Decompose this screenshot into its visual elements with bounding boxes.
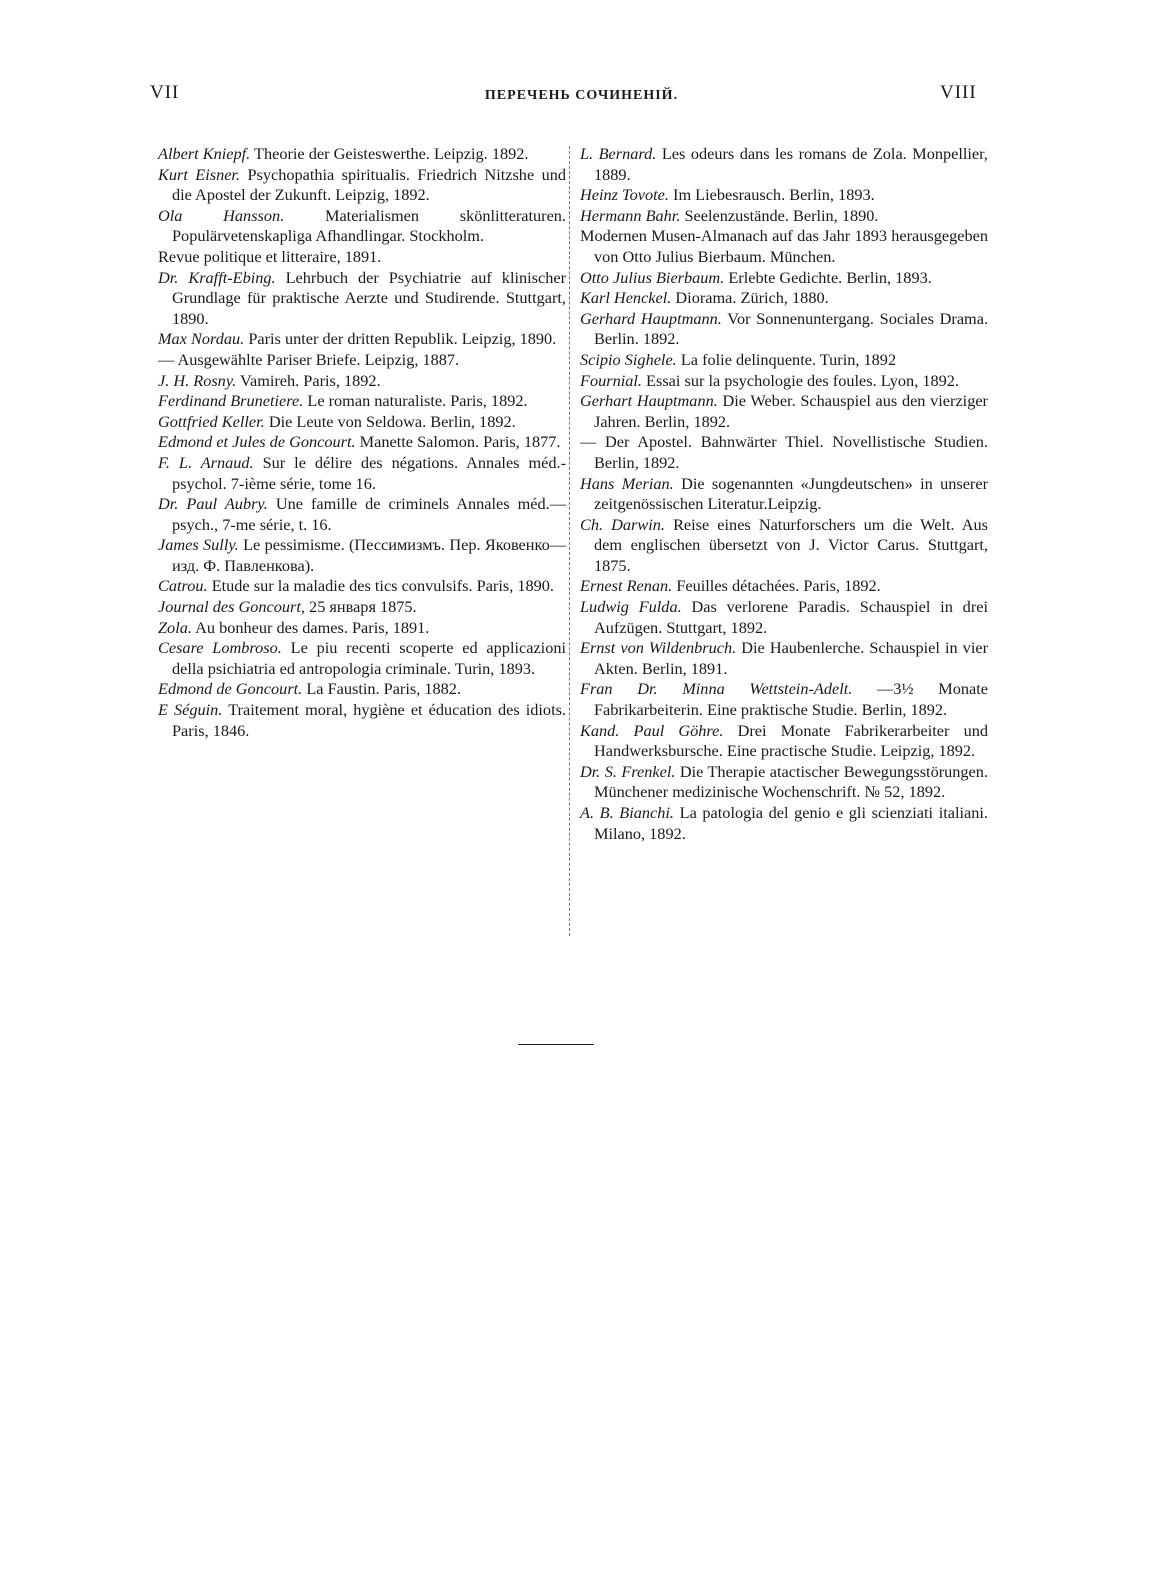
bibliography-entry bbox=[580, 371, 988, 392]
entry-text: Paris unter der dritten Republik. Leipzig, 1890. bbox=[248, 329, 557, 349]
entry-author: Karl Henckel. bbox=[580, 288, 672, 308]
bibliography-entry bbox=[580, 226, 988, 267]
bibliography-entry bbox=[580, 638, 988, 679]
entry-author: Heinz Tovote. bbox=[580, 185, 669, 205]
entry-text: Im Liebesrausch. Berlin, 1893. bbox=[673, 185, 875, 205]
entry-author: Edmond de Goncourt. bbox=[158, 679, 303, 699]
entry-author: Kand. Paul Göhre. bbox=[580, 720, 724, 740]
entry-author: Gottfried Keller. bbox=[158, 411, 265, 431]
bibliography-entry bbox=[580, 721, 988, 762]
bibliography-entry bbox=[158, 206, 566, 247]
bibliography-entry bbox=[158, 576, 566, 597]
page-number-right: VIII bbox=[940, 82, 977, 103]
bibliography-entry bbox=[158, 432, 566, 453]
entry-text: Une famille de criminels Annales méd.—psych., 7-me série, t. 16. bbox=[172, 494, 566, 534]
bibliography-entry bbox=[158, 618, 566, 639]
bibliography-entry bbox=[580, 803, 988, 844]
entry-text: Die Weber. Schauspiel aus den vierziger Jahren. Berlin, 1892. bbox=[594, 391, 988, 431]
entry-text: Feuilles détachées. Paris, 1892. bbox=[676, 576, 881, 596]
bibliography-entry bbox=[580, 597, 988, 638]
entry-text: Modernen Musen-Almanach auf das Jahr 1893 herausgegeben von Otto Julius Bierbaum. München. bbox=[580, 226, 988, 266]
bibliography-entry bbox=[158, 535, 566, 576]
bibliography-entry bbox=[158, 247, 566, 268]
entry-text: Les odeurs dans les romans de Zola. Monpellier, 1889. bbox=[594, 144, 988, 184]
entry-text: La patologia del genio e gli scienziati italiani. Milano, 1892. bbox=[594, 803, 988, 843]
bibliography-entry bbox=[580, 515, 988, 577]
entry-author: Edmond et Jules de Goncourt. bbox=[158, 432, 356, 452]
entry-text: Erlebte Gedichte. Berlin, 1893. bbox=[728, 267, 932, 287]
entry-author: James Sully. bbox=[158, 535, 239, 555]
page-number-left: VII bbox=[150, 82, 180, 103]
entry-text: Seelenzustände. Berlin, 1890. bbox=[684, 205, 879, 225]
entry-author: Zola. bbox=[158, 617, 192, 637]
entry-author: Ernst von Wildenbruch. bbox=[580, 638, 737, 658]
bibliography-entry bbox=[158, 144, 566, 165]
entry-text: Die sogenannten «Jungdeutschen» in unserer zeitgenössischen Literatur.Leipzig. bbox=[594, 473, 989, 514]
entry-text: Le pessimisme. (Пессимизмъ. Пер. Яковенко—изд. Ф. Павленкова). bbox=[172, 535, 566, 575]
entry-author: A. B. Bianchi. bbox=[580, 803, 674, 822]
entry-text: Vor Sonnenuntergang. Sociales Drama. Berlin. 1892. bbox=[594, 308, 989, 349]
entry-text: Die Haubenlerche. Schauspiel in vier Akten. Berlin, 1891. bbox=[594, 638, 988, 678]
entry-author: Hermann Bahr. bbox=[580, 205, 681, 225]
entry-text: Diorama. Zürich, 1880. bbox=[675, 288, 829, 308]
entry-author: Catrou. bbox=[158, 576, 208, 596]
entry-author: Cesare Lombroso. bbox=[158, 638, 282, 658]
bibliography-entry bbox=[158, 679, 566, 700]
entry-author: F. L. Arnaud. bbox=[158, 452, 254, 472]
bibliography-column-right bbox=[580, 144, 988, 844]
entry-text: Materialismen skönlitteraturen. Populärvetenskapliga Afhandlingar. Stockholm. bbox=[172, 205, 567, 246]
entry-text: Etude sur la maladie des tics convulsifs. Paris, 1890. bbox=[211, 576, 554, 596]
entry-text: Reise eines Naturforschers um die Welt. Aus dem englischen übersetzt von J. Victor Carus. Stuttgart, 1875. bbox=[594, 514, 988, 575]
end-rule bbox=[518, 1044, 594, 1045]
entry-text: Le roman naturaliste. Paris, 1892. bbox=[307, 391, 528, 411]
bibliography-column-left bbox=[158, 144, 566, 741]
entry-author: Scipio Sighele. bbox=[580, 349, 677, 369]
entry-text: Das verlorene Paradis. Schauspiel in drei Aufzügen. Stuttgart, 1892. bbox=[594, 597, 988, 637]
entry-author: Ola Hansson. bbox=[158, 205, 285, 225]
bibliography-entry bbox=[158, 700, 566, 741]
entry-author: Max Nordau. bbox=[158, 329, 245, 349]
entry-text: Die Leute von Seldowa. Berlin, 1892. bbox=[268, 411, 516, 431]
bibliography-entry bbox=[580, 432, 988, 473]
bibliography-entry bbox=[158, 329, 566, 350]
bibliography-entry bbox=[158, 268, 566, 330]
bibliography-entry bbox=[580, 288, 988, 309]
entry-author: Otto Julius Bierbaum. bbox=[580, 267, 725, 287]
entry-text: Au bonheur des dames. Paris, 1891. bbox=[195, 617, 430, 637]
entry-author: Ch. Darwin. bbox=[580, 514, 665, 534]
entry-author: E Séguin. bbox=[158, 700, 223, 720]
entry-author: Gerhart Hauptmann. bbox=[580, 391, 718, 411]
entry-text: Essai sur la psychologie des foules. Lyon, 1892. bbox=[646, 370, 959, 390]
bibliography-entry bbox=[158, 412, 566, 433]
entry-author: Fournial. bbox=[580, 370, 642, 390]
entry-text: Vamireh. Paris, 1892. bbox=[240, 370, 381, 390]
entry-text: — Der Apostel. Bahnwärter Thiel. Novellistische Studien. Berlin, 1892. bbox=[580, 432, 988, 472]
entry-author: Ludwig Fulda. bbox=[580, 597, 682, 617]
entry-author: J. H. Rosny. bbox=[158, 370, 237, 390]
bibliography-entry bbox=[580, 576, 988, 597]
entry-text: La Faustin. Paris, 1882. bbox=[306, 679, 461, 699]
entry-author: Dr. Paul Aubry. bbox=[158, 494, 268, 514]
bibliography-entry bbox=[580, 309, 988, 350]
entry-author: Kurt Eisner. bbox=[158, 164, 241, 184]
bibliography-entry bbox=[158, 371, 566, 392]
bibliography-entry bbox=[158, 597, 566, 618]
column-divider bbox=[569, 146, 570, 936]
bibliography-entry bbox=[580, 762, 988, 803]
bibliography-entry bbox=[580, 185, 988, 206]
entry-text: Theorie der Geisteswerthe. Leipzig. 1892. bbox=[254, 144, 529, 163]
entry-author: Gerhard Hauptmann. bbox=[580, 308, 722, 328]
entry-text: Psychopathia spiritualis. Friedrich Nitzshe und die Apostel der Zukunft. Leipzig, 1892. bbox=[172, 164, 567, 205]
entry-author: Ferdinand Brunetiere. bbox=[158, 391, 304, 411]
entry-author: Dr. Krafft-Ebing. bbox=[158, 267, 276, 287]
bibliography-entry bbox=[158, 453, 566, 494]
entry-text: Lehrbuch der Psychiatrie auf klinischer Grundlage für praktische Aerzte und Studirende. Stuttgart, 1890. bbox=[172, 267, 567, 328]
bibliography-entry bbox=[158, 638, 566, 679]
entry-text: Revue politique et litteraire, 1891. bbox=[158, 246, 382, 266]
entry-text: Sur le délire des négations. Annales méd.-psychol. 7-ième série, tome 16. bbox=[172, 452, 566, 493]
entry-text: — Ausgewählte Pariser Briefe. Leipzig, 1887. bbox=[158, 349, 460, 369]
bibliography-entry bbox=[580, 268, 988, 289]
bibliography-entry bbox=[580, 679, 988, 720]
entry-author: Journal des Goncourt, bbox=[158, 597, 305, 617]
bibliography-entry bbox=[580, 206, 988, 227]
entry-author: Ernest Renan. bbox=[580, 576, 673, 596]
bibliography-entry bbox=[158, 350, 566, 371]
entry-text: Die Therapie atactischer Bewegungsstörungen. Münchener medizinische Wochenschrift. № 52, 1892. bbox=[594, 761, 988, 802]
bibliography-entry bbox=[158, 494, 566, 535]
bibliography-entry bbox=[158, 391, 566, 412]
bibliography-entry bbox=[158, 165, 566, 206]
running-head-title: ПЕРЕЧЕНЬ СОЧИНЕНІЙ. bbox=[484, 88, 679, 103]
entry-text: —3½ Monate Fabrikarbeiterin. Eine praktische Studie. Berlin, 1892. bbox=[594, 679, 988, 720]
entry-text: La folie delinquente. Turin, 1892 bbox=[680, 349, 897, 369]
entry-author: Fran Dr. Minna Wettstein-Adelt. bbox=[580, 679, 853, 699]
entry-text: Manette Salomon. Paris, 1877. bbox=[359, 432, 561, 452]
entry-text: 25 января 1875. bbox=[309, 597, 417, 617]
entry-author: Hans Merian. bbox=[580, 473, 674, 493]
bibliography-entry bbox=[580, 144, 988, 185]
entry-text: Traitement moral, hygiène et éducation des idiots. Paris, 1846. bbox=[172, 700, 567, 740]
entry-text: Le piu recenti scoperte ed applicazioni della psichiatria ed antropologia criminale. Turin, 1893. bbox=[172, 638, 566, 678]
bibliography-entry bbox=[580, 391, 988, 432]
bibliography-entry bbox=[580, 474, 988, 515]
entry-author: L. Bernard. bbox=[580, 144, 657, 163]
entry-text: Drei Monate Fabrikerarbeiter und Handwerksbursche. Eine practische Studie. Leipzig, 1892. bbox=[594, 720, 989, 761]
entry-author: Albert Kniepf. bbox=[158, 144, 251, 163]
bibliography-entry bbox=[580, 350, 988, 371]
entry-author: Dr. S. Frenkel. bbox=[580, 761, 676, 781]
